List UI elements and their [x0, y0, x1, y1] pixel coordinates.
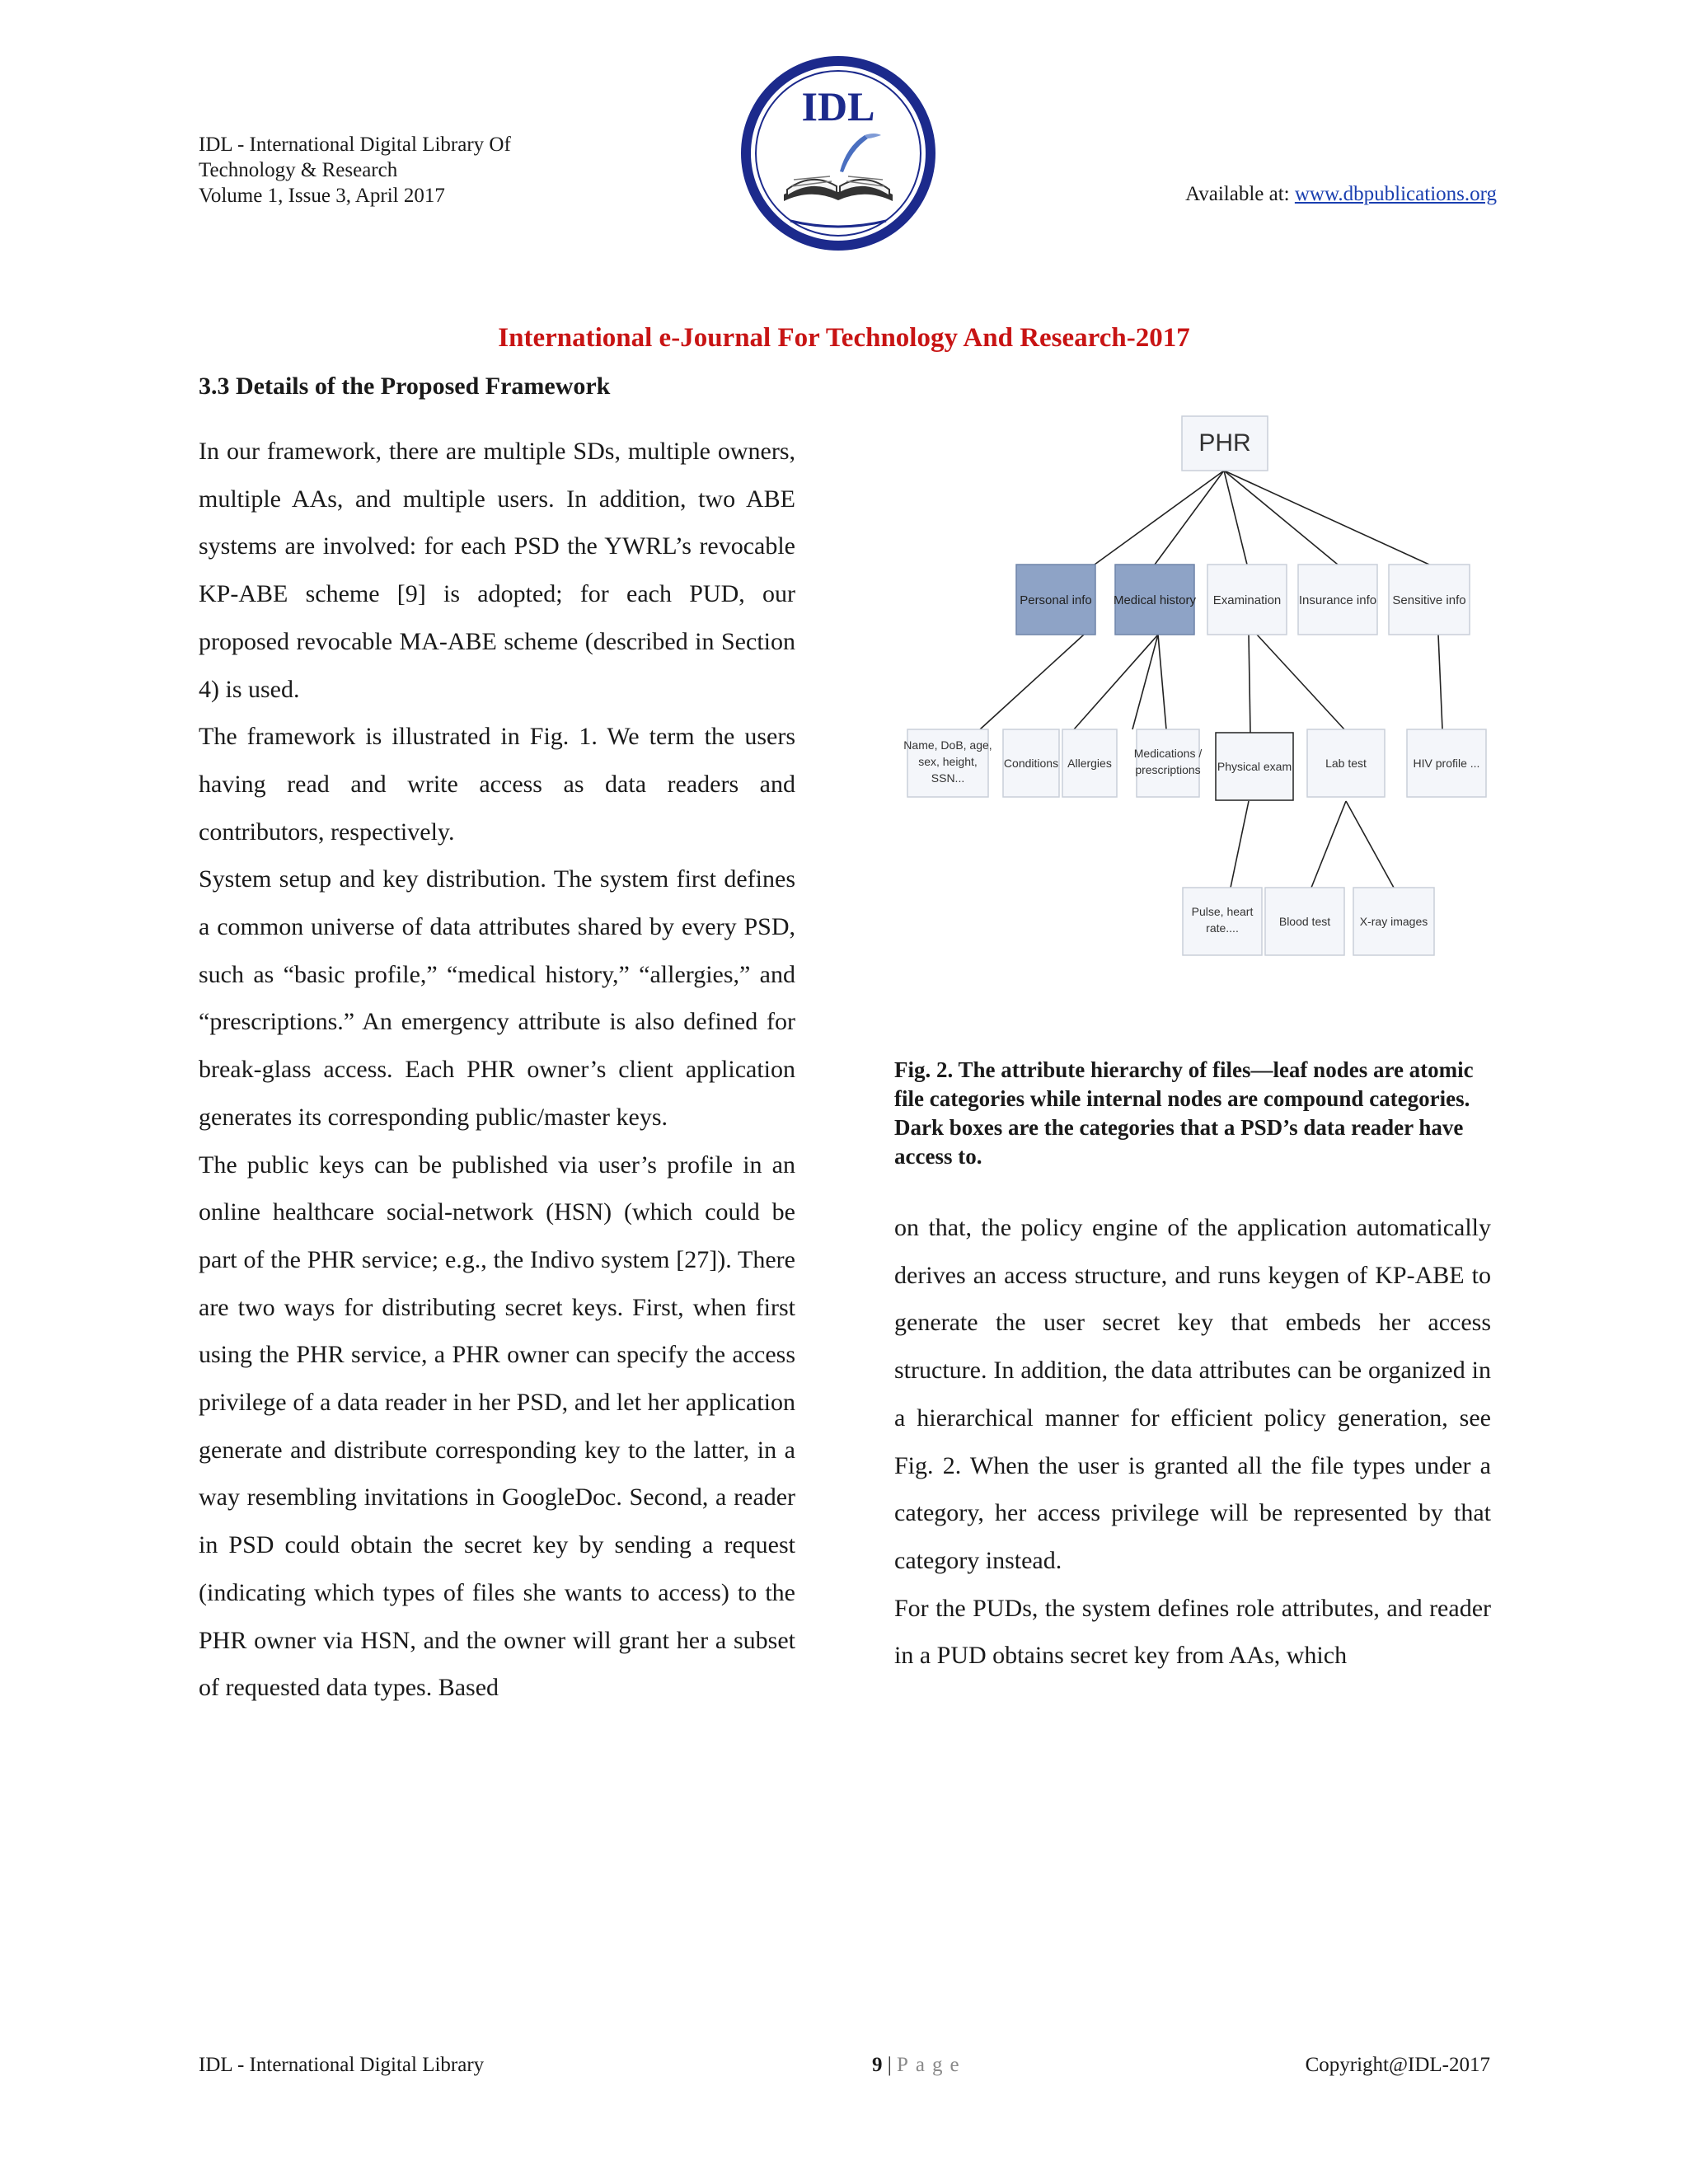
leaf-basic-profile-line1: Name, DoB, age, — [903, 738, 992, 752]
category-medical-history: Medical history — [1113, 593, 1197, 607]
attribute-hierarchy-figure — [894, 401, 1504, 978]
logo-text: IDL — [801, 83, 875, 129]
leaf-conditions: Conditions — [1003, 757, 1059, 770]
leaf-hiv-profile: HIV profile ... — [1413, 757, 1480, 770]
header-line-1: IDL - International Digital Library Of — [199, 134, 511, 156]
right-column — [894, 1204, 1491, 1680]
paragraph: System setup and key distribution. The system first defines a common universe of data attributes shared by every PSD, such as “basic profile,” “medical history,” “allergies,” and “prescriptions.” An emergency attribute is also defined for break-glass access. Each PHR owner’s client application generates its corresponding public/master keys. — [199, 865, 795, 1131]
header-publisher-info — [199, 132, 511, 209]
leaf-medications-line1: Medications / — [1133, 747, 1203, 760]
footer-publisher: IDL - International Digital Library — [199, 2054, 485, 2076]
available-label: Available at: — [1185, 183, 1290, 205]
header-availability — [1185, 183, 1497, 206]
page-separator: | — [887, 2054, 892, 2076]
leaf-allergies: Allergies — [1067, 757, 1112, 770]
header-line-2: Technology & Research — [199, 159, 398, 181]
page-label: Page — [897, 2054, 967, 2076]
category-sensitive-info: Sensitive info — [1392, 593, 1466, 607]
leaf-physical-exam: Physical exam — [1217, 760, 1292, 773]
idl-logo — [741, 56, 935, 251]
leaf-basic-profile-line3: SSN... — [931, 771, 965, 785]
journal-title: International e-Journal For Technology And Research-2017 — [498, 323, 1190, 353]
page-number: 9 — [872, 2054, 883, 2076]
category-examination: Examination — [1212, 593, 1282, 607]
paragraph: on that, the policy engine of the application automatically derives an access structure, and runs keygen of KP-ABE to generate the user secret key that embeds her access structure. In addition, the data attributes can be organized in a hierarchical manner for efficient policy generation, see Fig. 2. When the user is granted all the file types under a category, her access privilege will be represented by that category instead. — [894, 1214, 1491, 1574]
paragraph: The framework is illustrated in Fig. 1. We term the users having read and write access as data readers and contributors, respectively. — [199, 723, 795, 846]
leaf-blood-test: Blood test — [1278, 915, 1331, 928]
header-line-3: Volume 1, Issue 3, April 2017 — [199, 185, 445, 207]
leaf-medications-line2: prescriptions — [1135, 763, 1201, 776]
leaf-pulse-line1: Pulse, heart — [1191, 905, 1254, 918]
leaf-basic-profile-line2: sex, height, — [918, 755, 978, 768]
left-column — [199, 428, 795, 1712]
leaf-pulse-line2: rate.... — [1206, 921, 1239, 935]
footer-page-indicator — [872, 2054, 967, 2077]
figure-caption: Fig. 2. The attribute hierarchy of files—leaf nodes are atomic file categories while internal nodes are compound categories. Dark boxes are the categories that a PSD’s data reader have access to. — [894, 1057, 1474, 1169]
publisher-link[interactable]: www.dbpublications.org — [1294, 183, 1497, 205]
leaf-lab-test: Lab test — [1325, 757, 1367, 770]
category-insurance-info: Insurance info — [1298, 593, 1377, 607]
footer-copyright: Copyright@IDL-2017 — [1305, 2054, 1490, 2076]
hierarchy-root-label: PHR — [1198, 429, 1251, 457]
paragraph: In our framework, there are multiple SDs, multiple owners, multiple AAs, and multiple users. In addition, two ABE systems are involved: for each PSD the YWRL’s revocable KP-ABE scheme [9] is adopted; for each PUD, our proposed revocable MA-ABE scheme (described in Section 4) is used. — [199, 438, 795, 703]
paragraph: The public keys can be published via user’s profile in an online healthcare social-network (HSN) (which could be part of the PHR service; e.g., the Indivo system [27]). There are two ways for distributing secret keys. First, when first using the PHR service, a PHR owner can specify the access privilege of a data reader in her PSD, and let her application generate and distribute corresponding key to the latter, in a way resembling invitations in GoogleDoc. Second, a reader in PSD could obtain the secret key by sending a request (indicating which types of files she wants to access) to the PHR owner via HSN, and the owner will grant her a subset of requested data types. Based — [199, 1151, 795, 1702]
leaf-xray-images: X-ray images — [1359, 915, 1428, 928]
section-heading: 3.3 Details of the Proposed Framework — [199, 373, 611, 400]
paragraph: For the PUDs, the system defines role attributes, and reader in a PUD obtains secret key from AAs, which — [894, 1594, 1491, 1670]
category-personal-info: Personal info — [1020, 593, 1092, 607]
